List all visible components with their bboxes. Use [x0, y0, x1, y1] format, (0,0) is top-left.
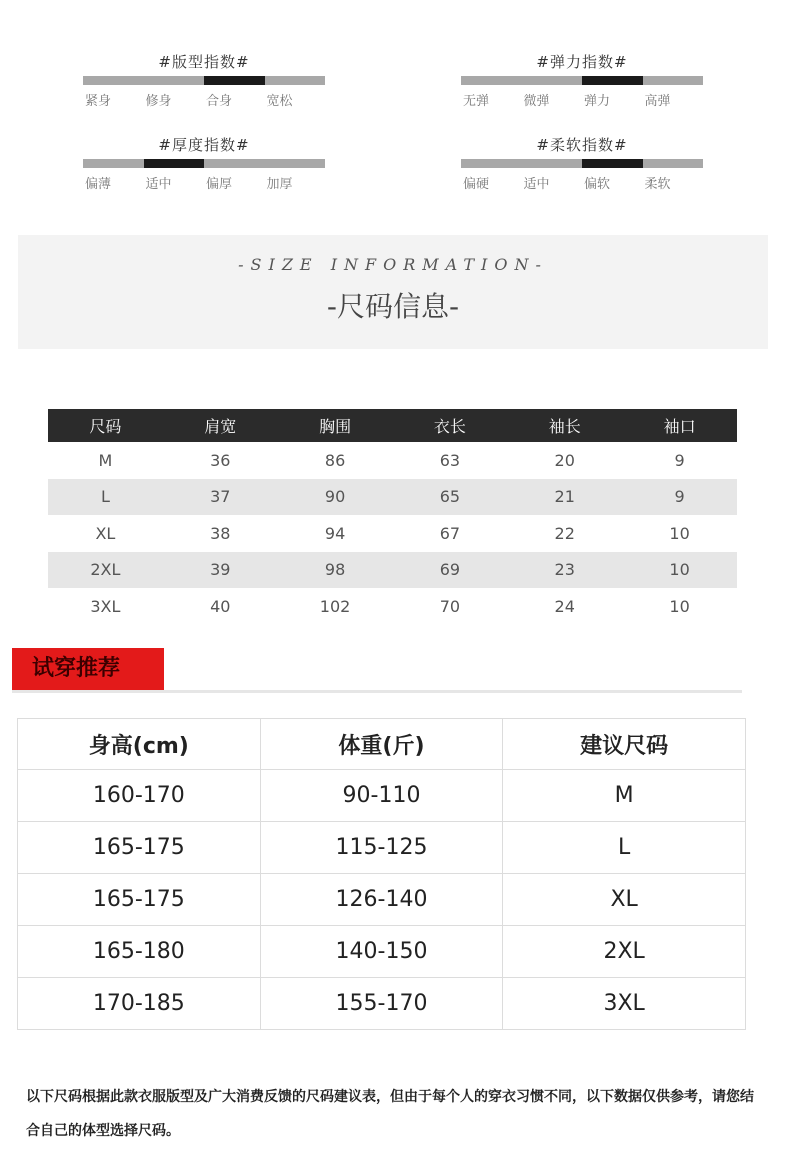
recommend-table [17, 718, 746, 1030]
recommend-cell: 165-175 [18, 822, 261, 874]
size-spec-cell: 2XL [48, 552, 163, 589]
size-spec-cell: 36 [210, 450, 231, 470]
elasticity-index-marker [582, 76, 643, 85]
size-spec-cell: 24 [554, 596, 575, 616]
size-spec-header: 袖口 [622, 409, 737, 442]
recommend-header-row [18, 719, 746, 770]
recommend-cell: 140-150 [260, 926, 503, 978]
recommend-row [18, 770, 746, 822]
recommend-divider [12, 690, 742, 693]
recommend-row [18, 978, 746, 1030]
size-spec-row [48, 552, 737, 589]
recommend-cell: 155-170 [260, 978, 503, 1030]
recommend-row [18, 874, 746, 926]
size-note: 以下尺码根据此款衣服版型及广大消费反馈的尺码建议表，但由于每个人的穿衣习惯不同，以下数据仅供参考，请您结合自己的体型选择尺码。 [26, 1089, 754, 1139]
recommend-header: 体重(斤) [260, 719, 503, 770]
thickness-index-label: 偏厚 [206, 177, 233, 192]
fit-index [83, 52, 325, 109]
size-spec-cell: 70 [439, 596, 461, 616]
size-spec-cell: 23 [507, 552, 622, 589]
recommend-cell: 126-140 [260, 874, 503, 926]
softness-index-label: 适中 [523, 177, 550, 192]
recommend-cell: 90-110 [260, 770, 503, 822]
fit-index-label: 紧身 [85, 94, 112, 109]
size-info-chinese: -尺码信息- [326, 290, 460, 323]
size-spec-header: 胸围 [278, 409, 393, 442]
fit-index-bar [83, 76, 325, 85]
recommend-header: 建议尺码 [503, 719, 746, 770]
recommend-cell: 3XL [503, 978, 746, 1030]
size-spec-cell: M [98, 450, 113, 470]
softness-index-marker [582, 159, 643, 168]
recommend-cell: 165-180 [18, 926, 261, 978]
size-spec-cell: L [48, 479, 163, 516]
recommend-row [18, 822, 746, 874]
softness-index-label: 偏软 [584, 177, 611, 192]
thickness-index-bar [83, 159, 325, 168]
recommend-cell: L [503, 822, 746, 874]
recommend-cell: 165-175 [18, 874, 261, 926]
size-spec-table [48, 409, 737, 625]
recommend-cell: 2XL [503, 926, 746, 978]
thickness-index-title: #厚度指数# [158, 136, 250, 154]
size-spec-cell: 9 [622, 479, 737, 516]
recommend-cell: 170-185 [18, 978, 261, 1030]
size-info-english: -SIZE INFORMATION- [238, 255, 548, 274]
size-spec-cell: 86 [324, 450, 346, 470]
size-spec-cell: 90 [278, 479, 393, 516]
thickness-index-label: 适中 [145, 177, 172, 192]
size-spec-header: 肩宽 [163, 409, 278, 442]
recommend-row [18, 926, 746, 978]
size-spec-cell: 10 [622, 552, 737, 589]
recommend-cell: XL [503, 874, 746, 926]
recommend-header: 身高(cm) [18, 719, 261, 770]
softness-index-title: #柔软指数# [536, 136, 628, 154]
size-spec-cell: 3XL [90, 596, 121, 616]
size-spec-cell: 39 [163, 552, 278, 589]
size-spec-row [48, 442, 737, 479]
thickness-index-label: 偏薄 [85, 177, 112, 192]
size-spec-header: 尺码 [48, 409, 163, 442]
size-spec-cell: 65 [392, 479, 507, 516]
size-spec-cell: 69 [392, 552, 507, 589]
size-spec-header: 袖长 [507, 409, 622, 442]
recommend-heading: 试穿推荐 [12, 648, 164, 690]
size-spec-header-row [48, 409, 737, 442]
softness-index-label: 偏硬 [463, 177, 490, 192]
size-spec-cell: 94 [324, 523, 346, 543]
recommend-cell: 160-170 [18, 770, 261, 822]
thickness-index-marker [144, 159, 205, 168]
fit-index-label: 修身 [145, 94, 172, 109]
recommend-cell: M [503, 770, 746, 822]
size-spec-cell: 37 [163, 479, 278, 516]
size-spec-header: 衣长 [392, 409, 507, 442]
size-spec-cell: XL [95, 523, 116, 543]
size-spec-cell: 10 [669, 596, 690, 616]
recommend-cell: 115-125 [260, 822, 503, 874]
size-spec-row [48, 479, 737, 516]
elasticity-index-label: 微弹 [523, 94, 550, 109]
softness-index [461, 135, 703, 192]
size-spec-cell: 67 [439, 523, 461, 543]
size-spec-cell: 10 [669, 523, 690, 543]
softness-index-label: 柔软 [644, 177, 671, 192]
size-info-banner [18, 235, 768, 349]
size-spec-cell: 9 [674, 450, 685, 470]
size-spec-row [48, 515, 737, 552]
elasticity-index-bar [461, 76, 703, 85]
fit-index-label: 宽松 [266, 94, 293, 109]
size-spec-cell: 40 [210, 596, 231, 616]
elasticity-index-label: 无弹 [463, 94, 490, 109]
size-spec-cell: 38 [210, 523, 231, 543]
size-spec-row [48, 588, 737, 625]
size-spec-cell: 98 [278, 552, 393, 589]
fit-index-label: 合身 [206, 94, 233, 109]
fit-index-title: #版型指数# [158, 53, 250, 71]
thickness-index [83, 135, 325, 192]
fit-index-marker [204, 76, 265, 85]
size-spec-cell: 22 [554, 523, 575, 543]
size-spec-cell: 63 [439, 450, 461, 470]
elasticity-index-title: #弹力指数# [536, 53, 628, 71]
elasticity-index [461, 52, 703, 109]
size-spec-cell: 20 [554, 450, 575, 470]
size-spec-cell: 102 [319, 596, 351, 616]
softness-index-bar [461, 159, 703, 168]
elasticity-index-label: 高弹 [644, 94, 671, 109]
elasticity-index-label: 弹力 [584, 94, 611, 109]
thickness-index-label: 加厚 [266, 177, 293, 192]
size-spec-cell: 21 [507, 479, 622, 516]
